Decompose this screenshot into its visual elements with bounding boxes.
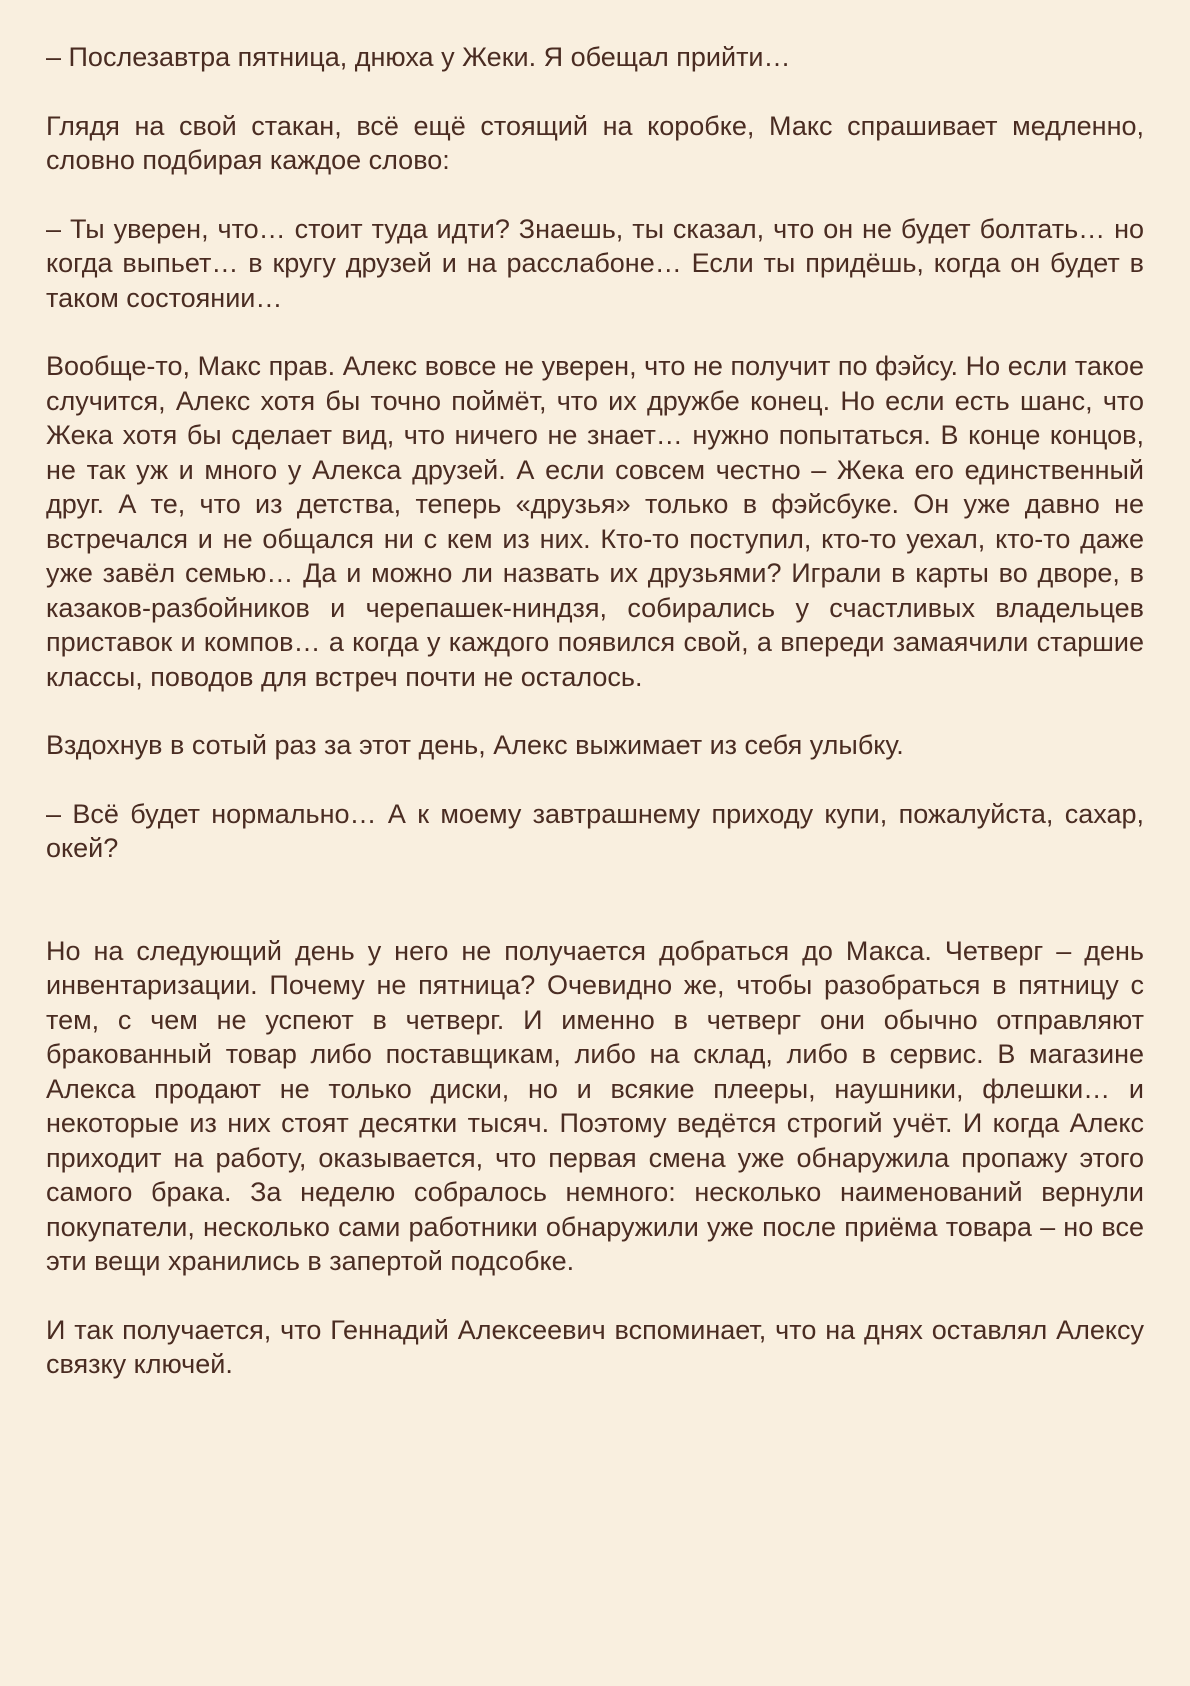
paragraph: И так получается, что Геннадий Алексеевич вспоминает, что на днях оставлял Алексу связку ключей.: [46, 1314, 1144, 1379]
paragraph: Вздохнув в сотый раз за этот день, Алекс выжимает из себя улыбку.: [46, 730, 904, 760]
paragraph: Глядя на свой стакан, всё ещё стоящий на коробке, Макс спрашивает медленно, словно подбирая каждое слово:: [46, 110, 1144, 175]
paragraph: Вообще-то, Макс прав. Алекс вовсе не уверен, что не получит по фэйсу. Но если такое случится, Алекс хотя бы точно поймёт, что их дружбе конец. Но если есть шанс, что Жека хотя бы сделает вид, что ничего не знает… нужно попытаться. В конце концов, не так уж и много у Алекса друзей. А если совсем честно – Жека его единственный друг. А те, что из детства, теперь «друзья» только в фэйсбуке. Он уже давно не встречался и не общался ни с кем из них. Кто-то поступил, кто-то уехал, кто-то даже уже завёл семью… Да и можно ли назвать их друзьями? Играли в карты во дворе, в казаков-разбойников и черепашек-ниндзя, собирались у счастливых владельцев приставок и компов… а когда у каждого появился свой, а впереди замаячили старшие классы, поводов для встреч почти не осталось.: [46, 351, 1144, 692]
paragraph: Но на следующий день у него не получается добраться до Макса. Четверг – день инвентаризации. Почему не пятница? Очевидно же, чтобы разобраться в пятницу с тем, с чем не успеют в четверг. И именно в четверг они обычно отправляют бракованный товар либо поставщикам, либо на склад, либо в сервис. В магазине Алекса продают не только диски, но и всякие плееры, наушники, флешки… и некоторые из них стоят десятки тысяч. Поэтому ведётся строгий учёт. И когда Алекс приходит на работу, оказывается, что первая смена уже обнаружила пропажу этого самого брака. За неделю собралось немного: несколько наименований вернули покупатели, несколько сами работники обнаружили уже после приёма товара – но все эти вещи хранились в запертой подсобке.: [46, 935, 1144, 1276]
paragraph: – Послезавтра пятница, днюха у Жеки. Я обещал прийти…: [46, 42, 791, 72]
paragraph: – Всё будет нормально… А к моему завтрашнему приходу купи, пожалуйста, сахар, окей?: [46, 798, 1144, 863]
paragraph: – Ты уверен, что… стоит туда идти? Знаешь, ты сказал, что он не будет болтать… но когда выпьет… в кругу друзей и на расслабоне… Если ты придёшь, когда он будет в таком состоянии…: [46, 213, 1144, 313]
section-break: [46, 900, 1144, 934]
